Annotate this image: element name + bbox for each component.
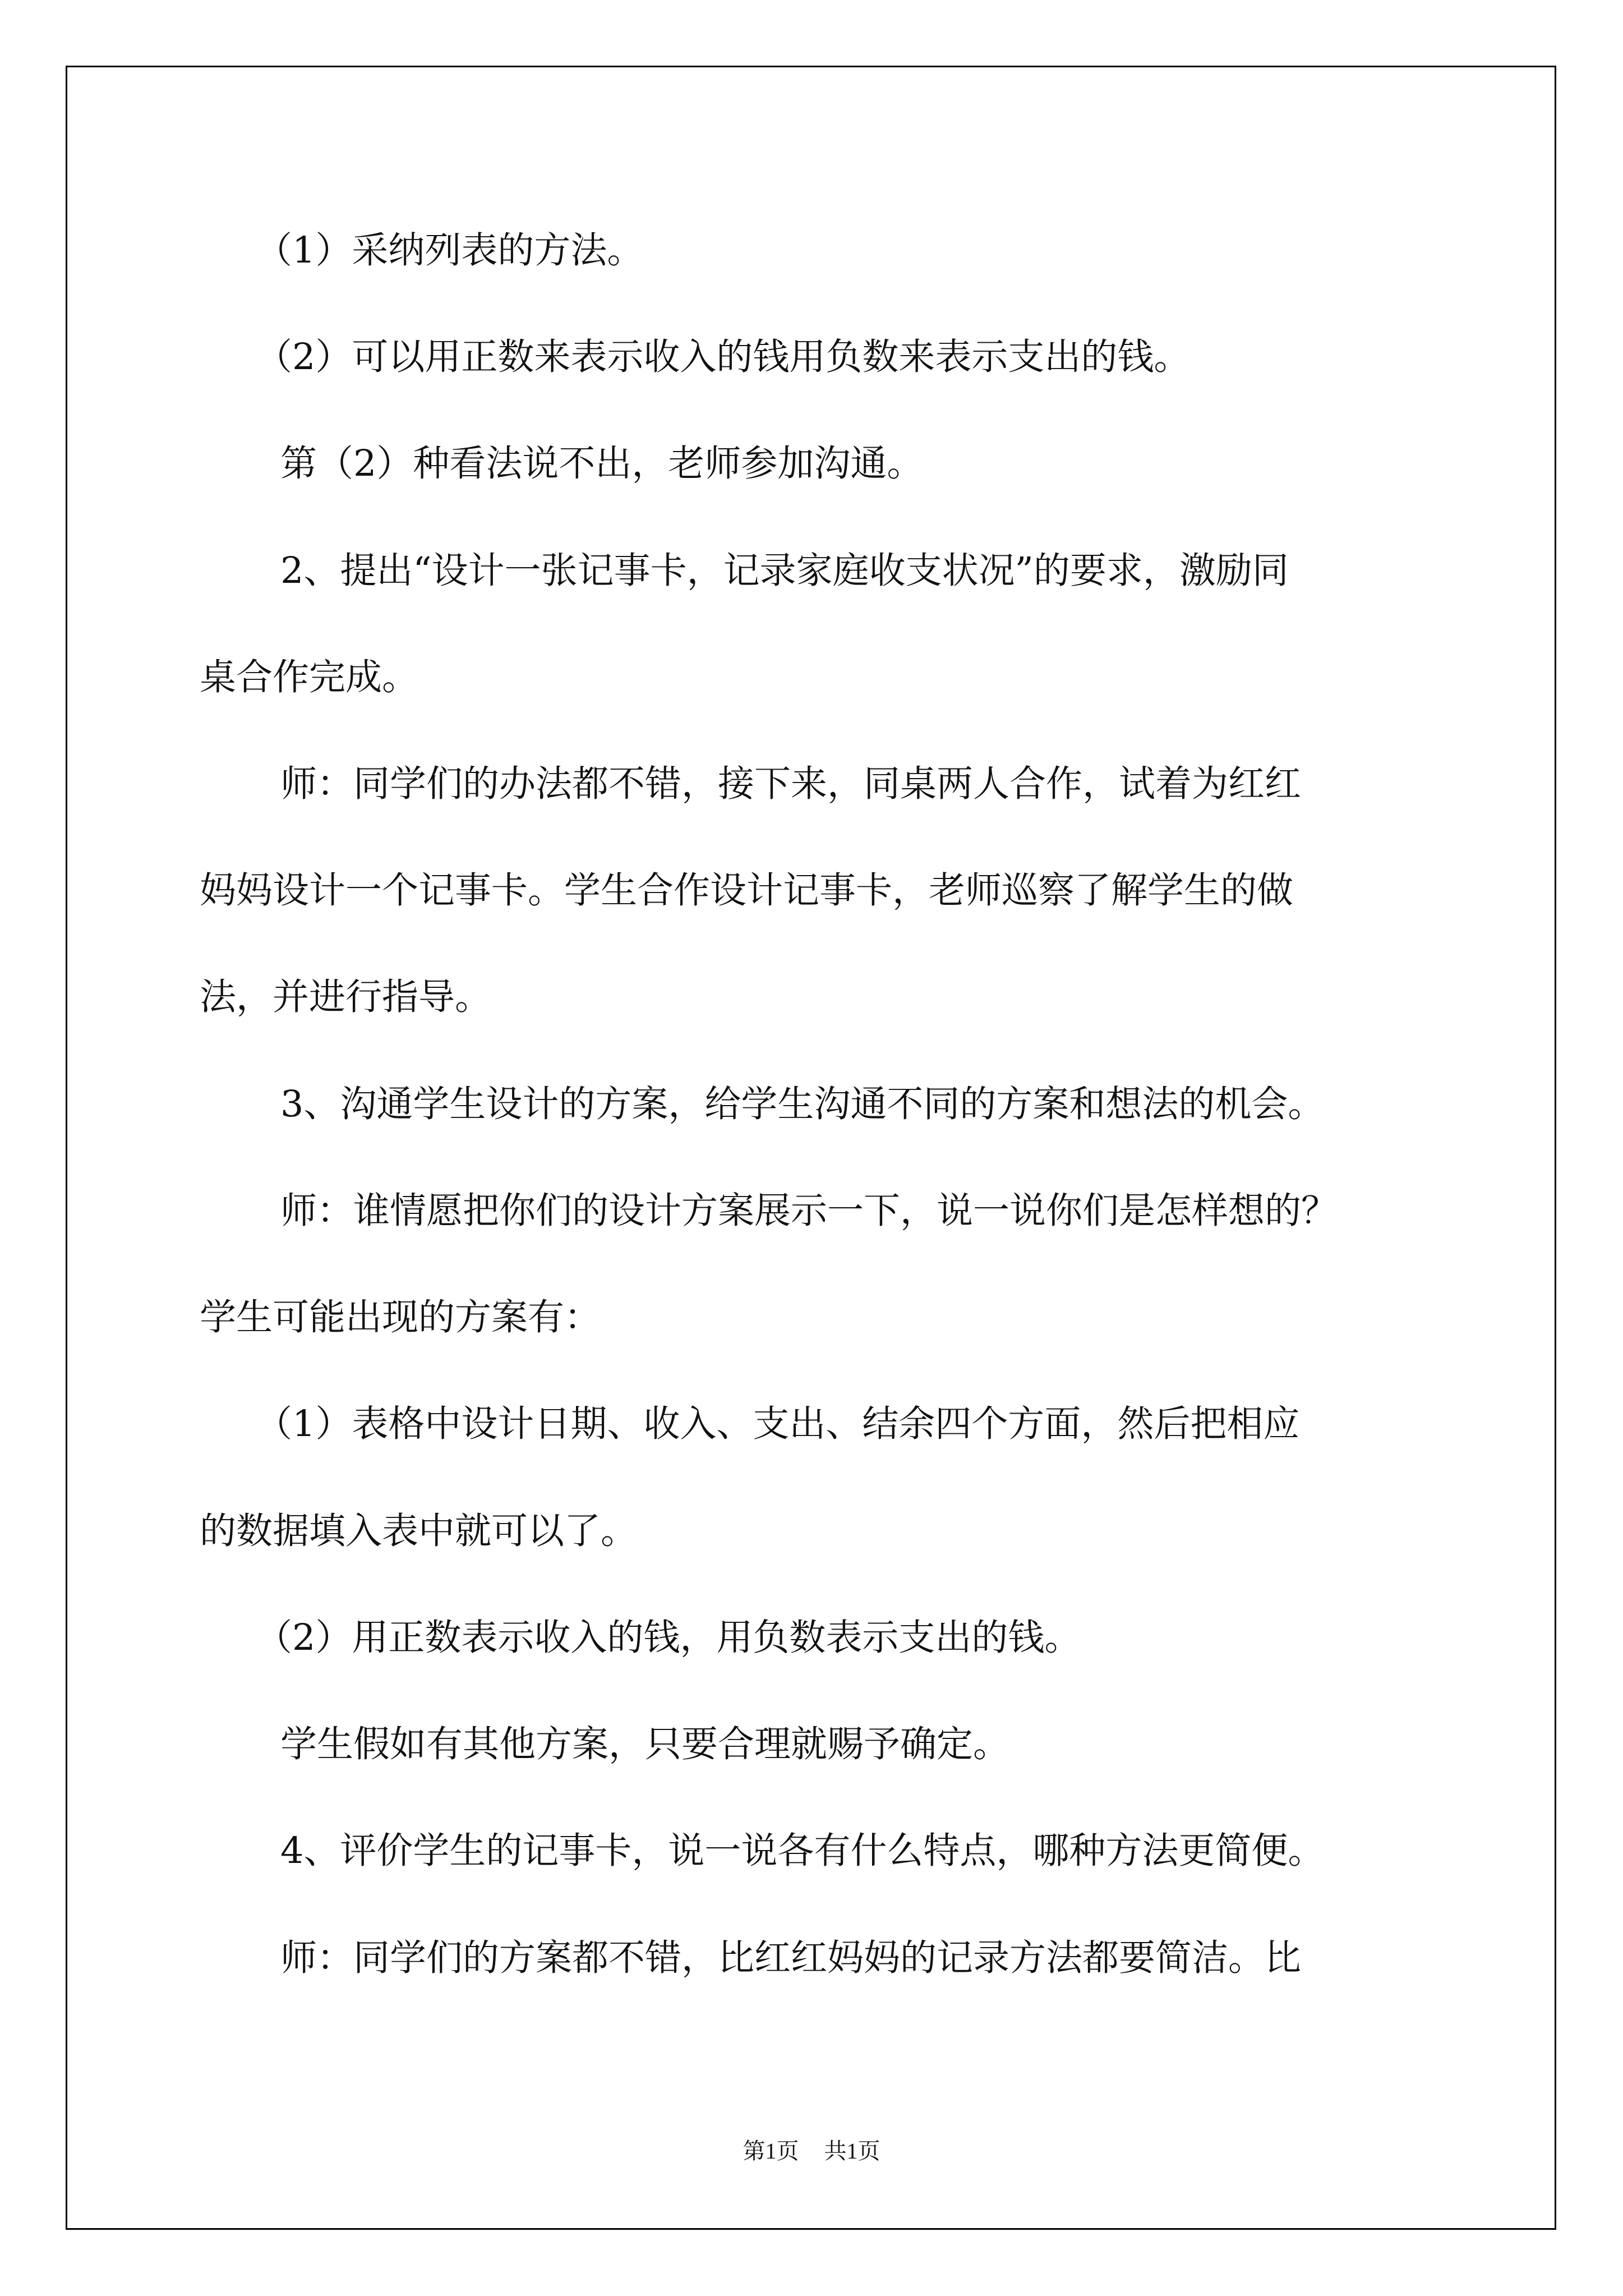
page-footer bbox=[0, 2140, 1623, 2162]
page-border bbox=[66, 66, 1556, 2230]
page-total: 共1页 bbox=[824, 2138, 880, 2164]
paragraph-line: 学生假如有其他方案，只要合理就赐予确定。 bbox=[280, 1723, 1010, 1765]
paragraph-line: 的数据填入表中就可以了。 bbox=[200, 1510, 638, 1552]
paragraph-line: 4、评价学生的记事卡，说一说各有什么特点，哪种方法更简便。 bbox=[280, 1830, 1325, 1872]
paragraph-line: 3、沟通学生设计的方案，给学生沟通不同的方案和想法的机会。 bbox=[280, 1083, 1325, 1125]
paragraph-line: 妈妈设计一个记事卡。学生合作设计记事卡，老师巡察了解学生的做 bbox=[200, 869, 1294, 912]
paragraph-line: 桌合作完成。 bbox=[200, 656, 419, 698]
paragraph-line: 2、提出“设计一张记事卡，记录家庭收支状况”的要求，激励同 bbox=[280, 550, 1289, 592]
paragraph-line: 第（2）种看法说不出，老师参加沟通。 bbox=[280, 443, 924, 485]
paragraph-line: 法，并进行指导。 bbox=[200, 976, 492, 1018]
paragraph-line: 学生可能出现的方案有： bbox=[200, 1296, 601, 1338]
paragraph-line: （2）可以用正数来表示收入的钱用负数来表示支出的钱。 bbox=[256, 336, 1191, 378]
page-number: 第1页 bbox=[743, 2138, 799, 2164]
paragraph-line: 师：同学们的办法都不错，接下来，同桌两人合作，试着为红红 bbox=[280, 763, 1302, 805]
paragraph-line: 师：同学们的方案都不错，比红红妈妈的记录方法都要简洁。比 bbox=[280, 1937, 1302, 1979]
paragraph-line: （1）采纳列表的方法。 bbox=[256, 229, 644, 272]
paragraph-line: （1）表格中设计日期、收入、支出、结余四个方面，然后把相应 bbox=[256, 1403, 1300, 1445]
paragraph-line: （2）用正数表示收入的钱，用负数表示支出的钱。 bbox=[256, 1617, 1081, 1659]
paragraph-line: 师：谁情愿把你们的设计方案展示一下，说一说你们是怎样想的？ bbox=[280, 1190, 1338, 1232]
